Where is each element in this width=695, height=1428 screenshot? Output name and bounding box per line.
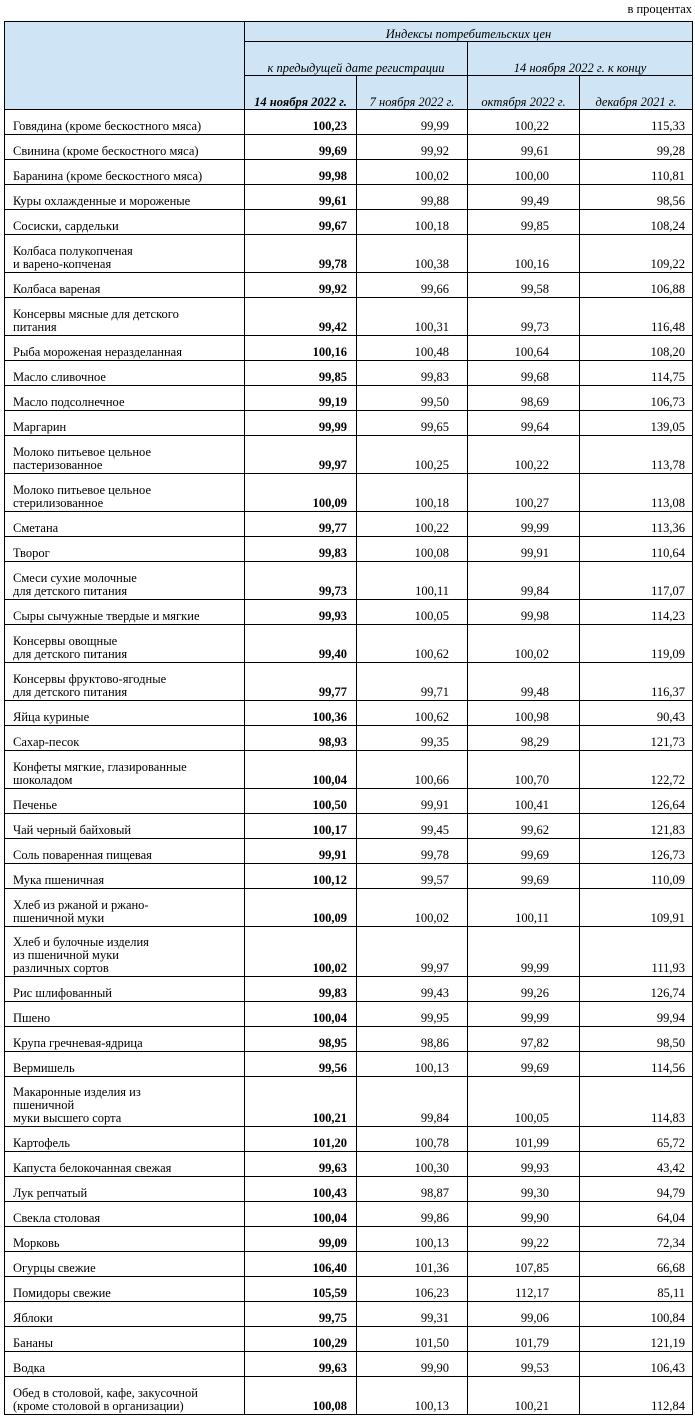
value-october: 99,69 [468, 839, 580, 864]
value-december: 106,73 [580, 386, 693, 411]
value-current: 99,77 [245, 663, 357, 701]
value-previous: 99,95 [357, 1002, 468, 1027]
table-row [5, 625, 693, 663]
product-name: Обед в столовой, кафе, закусочной (кроме столовой в организации) [5, 1377, 245, 1415]
value-current: 100,29 [245, 1327, 357, 1352]
product-name: Консервы овощные для детского питания [5, 625, 245, 663]
value-previous: 100,62 [357, 625, 468, 663]
value-current: 99,85 [245, 361, 357, 386]
table-row [5, 235, 693, 273]
value-current: 98,93 [245, 726, 357, 751]
value-previous: 99,50 [357, 386, 468, 411]
value-december: 126,73 [580, 839, 693, 864]
table-row [5, 701, 693, 726]
value-december: 115,33 [580, 110, 693, 135]
value-december: 117,07 [580, 562, 693, 600]
value-december: 114,56 [580, 1052, 693, 1077]
value-previous: 99,66 [357, 273, 468, 298]
table-row [5, 1152, 693, 1177]
cpi-table [4, 21, 693, 1415]
value-october: 99,62 [468, 814, 580, 839]
table-row [5, 889, 693, 927]
value-october: 99,69 [468, 864, 580, 889]
value-previous: 100,08 [357, 537, 468, 562]
value-current: 100,04 [245, 1202, 357, 1227]
table-row [5, 814, 693, 839]
value-december: 110,09 [580, 864, 693, 889]
value-october: 99,06 [468, 1302, 580, 1327]
value-previous: 99,65 [357, 411, 468, 436]
value-december: 64,04 [580, 1202, 693, 1227]
value-october: 99,49 [468, 185, 580, 210]
value-october: 101,99 [468, 1127, 580, 1152]
value-december: 65,72 [580, 1127, 693, 1152]
table-row [5, 336, 693, 361]
value-october: 99,58 [468, 273, 580, 298]
value-october: 100,64 [468, 336, 580, 361]
product-name: Яйца куриные [5, 701, 245, 726]
value-current: 100,02 [245, 927, 357, 977]
value-december: 114,75 [580, 361, 693, 386]
value-october: 99,30 [468, 1177, 580, 1202]
product-name: Вермишель [5, 1052, 245, 1077]
value-previous: 101,50 [357, 1327, 468, 1352]
table-row [5, 1127, 693, 1152]
product-name: Сыры сычужные твердые и мягкие [5, 600, 245, 625]
product-name: Куры охлажденные и мороженые [5, 185, 245, 210]
header-corner-cell [5, 22, 245, 110]
value-december: 106,88 [580, 273, 693, 298]
table-row [5, 386, 693, 411]
product-name: Рыба мороженая неразделанная [5, 336, 245, 361]
value-current: 99,97 [245, 436, 357, 474]
value-current: 99,09 [245, 1227, 357, 1252]
value-october: 99,22 [468, 1227, 580, 1252]
value-october: 99,91 [468, 537, 580, 562]
header-group-title: Индексы потребительских цен [245, 22, 693, 42]
value-october: 99,93 [468, 1152, 580, 1177]
product-name: Свекла столовая [5, 1202, 245, 1227]
value-current: 99,42 [245, 298, 357, 336]
product-name: Рис шлифованный [5, 977, 245, 1002]
value-current: 100,21 [245, 1077, 357, 1127]
value-december: 121,19 [580, 1327, 693, 1352]
table-row [5, 1352, 693, 1377]
table-row [5, 210, 693, 235]
product-name: Хлеб и булочные изделия из пшеничной муки различных сортов [5, 927, 245, 977]
value-december: 116,37 [580, 663, 693, 701]
product-name: Масло подсолнечное [5, 386, 245, 411]
header-col-current: 14 ноября 2022 г. [245, 76, 357, 110]
product-name: Хлеб из ржаной и ржано- пшеничной муки [5, 889, 245, 927]
value-december: 110,64 [580, 537, 693, 562]
value-previous: 100,31 [357, 298, 468, 336]
value-december: 106,43 [580, 1352, 693, 1377]
value-october: 101,79 [468, 1327, 580, 1352]
value-december: 43,42 [580, 1152, 693, 1177]
value-current: 100,17 [245, 814, 357, 839]
value-previous: 100,62 [357, 701, 468, 726]
table-row [5, 1077, 693, 1127]
value-previous: 100,13 [357, 1377, 468, 1415]
header-prev-date: к предыдущей дате регистрации [245, 42, 468, 76]
value-current: 100,04 [245, 751, 357, 789]
product-name: Крупа гречневая-ядрица [5, 1027, 245, 1052]
value-previous: 100,66 [357, 751, 468, 789]
table-row [5, 298, 693, 336]
table-row [5, 160, 693, 185]
value-december: 90,43 [580, 701, 693, 726]
value-october: 100,27 [468, 474, 580, 512]
table-row [5, 1052, 693, 1077]
product-name: Картофель [5, 1127, 245, 1152]
value-december: 126,74 [580, 977, 693, 1002]
product-name: Сметана [5, 512, 245, 537]
product-name: Яблоки [5, 1302, 245, 1327]
table-row [5, 436, 693, 474]
product-name: Масло сливочное [5, 361, 245, 386]
value-current: 99,63 [245, 1152, 357, 1177]
value-october: 99,69 [468, 1052, 580, 1077]
product-name: Маргарин [5, 411, 245, 436]
value-previous: 100,48 [357, 336, 468, 361]
product-name: Морковь [5, 1227, 245, 1252]
product-name: Мука пшеничная [5, 864, 245, 889]
value-october: 100,21 [468, 1377, 580, 1415]
value-december: 121,73 [580, 726, 693, 751]
value-previous: 99,88 [357, 185, 468, 210]
value-current: 99,83 [245, 977, 357, 1002]
value-previous: 100,78 [357, 1127, 468, 1152]
value-october: 100,00 [468, 160, 580, 185]
table-row [5, 1177, 693, 1202]
value-october: 99,85 [468, 210, 580, 235]
value-previous: 99,43 [357, 977, 468, 1002]
value-december: 99,28 [580, 135, 693, 160]
value-october: 100,05 [468, 1077, 580, 1127]
value-current: 99,19 [245, 386, 357, 411]
table-row [5, 1252, 693, 1277]
product-name: Пшено [5, 1002, 245, 1027]
value-current: 99,77 [245, 512, 357, 537]
value-previous: 100,11 [357, 562, 468, 600]
value-december: 98,56 [580, 185, 693, 210]
value-current: 100,50 [245, 789, 357, 814]
value-october: 99,99 [468, 927, 580, 977]
value-current: 100,36 [245, 701, 357, 726]
value-current: 99,63 [245, 1352, 357, 1377]
value-december: 111,93 [580, 927, 693, 977]
value-december: 126,64 [580, 789, 693, 814]
value-december: 112,84 [580, 1377, 693, 1415]
value-previous: 99,99 [357, 110, 468, 135]
product-name: Огурцы свежие [5, 1252, 245, 1277]
value-october: 99,84 [468, 562, 580, 600]
unit-note: в процентах [627, 2, 692, 16]
value-previous: 100,13 [357, 1227, 468, 1252]
value-december: 114,23 [580, 600, 693, 625]
table-row [5, 512, 693, 537]
value-october: 100,16 [468, 235, 580, 273]
value-october: 107,85 [468, 1252, 580, 1277]
value-previous: 100,02 [357, 889, 468, 927]
product-name: Помидоры свежие [5, 1277, 245, 1302]
value-december: 116,48 [580, 298, 693, 336]
value-previous: 99,86 [357, 1202, 468, 1227]
value-current: 106,40 [245, 1252, 357, 1277]
header-end-of: 14 ноября 2022 г. к концу [468, 42, 693, 76]
table-row [5, 110, 693, 135]
product-name: Баранина (кроме бескостного мяса) [5, 160, 245, 185]
product-name: Консервы мясные для детского питания [5, 298, 245, 336]
table-row [5, 977, 693, 1002]
table-row [5, 751, 693, 789]
product-name: Молоко питьевое цельное пастеризованное [5, 436, 245, 474]
value-october: 99,64 [468, 411, 580, 436]
table-row [5, 839, 693, 864]
table-row [5, 927, 693, 977]
value-december: 109,22 [580, 235, 693, 273]
value-previous: 100,22 [357, 512, 468, 537]
value-current: 99,99 [245, 411, 357, 436]
value-october: 100,41 [468, 789, 580, 814]
value-current: 100,12 [245, 864, 357, 889]
value-previous: 99,31 [357, 1302, 468, 1327]
table-row [5, 789, 693, 814]
product-name: Чай черный байховый [5, 814, 245, 839]
value-october: 100,70 [468, 751, 580, 789]
table-row [5, 537, 693, 562]
table-row [5, 273, 693, 298]
value-previous: 98,86 [357, 1027, 468, 1052]
value-october: 99,73 [468, 298, 580, 336]
value-current: 99,92 [245, 273, 357, 298]
value-previous: 100,25 [357, 436, 468, 474]
value-october: 99,99 [468, 1002, 580, 1027]
value-previous: 99,78 [357, 839, 468, 864]
product-name: Колбаса полукопченая и варено-копченая [5, 235, 245, 273]
value-december: 121,83 [580, 814, 693, 839]
table-row [5, 1227, 693, 1252]
value-previous: 100,18 [357, 210, 468, 235]
table-row [5, 1327, 693, 1352]
value-previous: 99,84 [357, 1077, 468, 1127]
value-current: 99,67 [245, 210, 357, 235]
header-col-previous: 7 ноября 2022 г. [357, 76, 468, 110]
table-row [5, 1302, 693, 1327]
value-december: 113,08 [580, 474, 693, 512]
value-previous: 99,57 [357, 864, 468, 889]
product-name: Конфеты мягкие, глазированные шоколадом [5, 751, 245, 789]
value-october: 100,02 [468, 625, 580, 663]
product-name: Творог [5, 537, 245, 562]
value-current: 99,78 [245, 235, 357, 273]
product-name: Сосиски, сардельки [5, 210, 245, 235]
product-name: Соль поваренная пищевая [5, 839, 245, 864]
value-december: 99,94 [580, 1002, 693, 1027]
table-row [5, 1027, 693, 1052]
value-previous: 100,38 [357, 235, 468, 273]
value-december: 94,79 [580, 1177, 693, 1202]
table-header [5, 22, 693, 110]
value-october: 99,90 [468, 1202, 580, 1227]
value-previous: 106,23 [357, 1277, 468, 1302]
value-current: 99,98 [245, 160, 357, 185]
header-col-october: октября 2022 г. [468, 76, 580, 110]
value-previous: 99,45 [357, 814, 468, 839]
table-row [5, 600, 693, 625]
table-row [5, 361, 693, 386]
table-row [5, 864, 693, 889]
table-body [5, 110, 693, 1415]
value-october: 99,26 [468, 977, 580, 1002]
value-previous: 99,35 [357, 726, 468, 751]
value-previous: 101,36 [357, 1252, 468, 1277]
value-december: 139,05 [580, 411, 693, 436]
product-name: Сахар-песок [5, 726, 245, 751]
value-previous: 100,05 [357, 600, 468, 625]
value-current: 99,93 [245, 600, 357, 625]
value-current: 99,83 [245, 537, 357, 562]
table-row [5, 1202, 693, 1227]
product-name: Макаронные изделия из пшеничной муки высшего сорта [5, 1077, 245, 1127]
value-october: 97,82 [468, 1027, 580, 1052]
value-current: 100,16 [245, 336, 357, 361]
value-current: 100,08 [245, 1377, 357, 1415]
value-previous: 98,87 [357, 1177, 468, 1202]
value-current: 98,95 [245, 1027, 357, 1052]
product-name: Молоко питьевое цельное стерилизованное [5, 474, 245, 512]
product-name: Печенье [5, 789, 245, 814]
value-december: 100,84 [580, 1302, 693, 1327]
value-october: 98,29 [468, 726, 580, 751]
value-october: 100,22 [468, 110, 580, 135]
value-october: 99,48 [468, 663, 580, 701]
value-october: 99,61 [468, 135, 580, 160]
value-current: 100,43 [245, 1177, 357, 1202]
value-october: 112,17 [468, 1277, 580, 1302]
value-previous: 99,83 [357, 361, 468, 386]
value-december: 110,81 [580, 160, 693, 185]
value-previous: 99,91 [357, 789, 468, 814]
value-current: 99,40 [245, 625, 357, 663]
product-name: Смеси сухие молочные для детского питания [5, 562, 245, 600]
table-row [5, 1277, 693, 1302]
product-name: Лук репчатый [5, 1177, 245, 1202]
value-october: 99,99 [468, 512, 580, 537]
value-previous: 99,71 [357, 663, 468, 701]
value-october: 99,98 [468, 600, 580, 625]
product-name: Капуста белокочанная свежая [5, 1152, 245, 1177]
value-previous: 100,18 [357, 474, 468, 512]
value-current: 99,56 [245, 1052, 357, 1077]
value-december: 66,68 [580, 1252, 693, 1277]
value-current: 99,73 [245, 562, 357, 600]
value-december: 98,50 [580, 1027, 693, 1052]
product-name: Свинина (кроме бескостного мяса) [5, 135, 245, 160]
value-october: 100,11 [468, 889, 580, 927]
table-row [5, 474, 693, 512]
value-current: 105,59 [245, 1277, 357, 1302]
value-current: 99,61 [245, 185, 357, 210]
value-previous: 99,92 [357, 135, 468, 160]
value-current: 100,04 [245, 1002, 357, 1027]
value-current: 100,09 [245, 474, 357, 512]
value-current: 101,20 [245, 1127, 357, 1152]
value-december: 72,34 [580, 1227, 693, 1252]
value-october: 99,53 [468, 1352, 580, 1377]
value-previous: 99,90 [357, 1352, 468, 1377]
value-october: 100,98 [468, 701, 580, 726]
product-name: Консервы фруктово-ягодные для детского питания [5, 663, 245, 701]
value-previous: 100,30 [357, 1152, 468, 1177]
value-previous: 99,97 [357, 927, 468, 977]
value-december: 108,24 [580, 210, 693, 235]
value-december: 108,20 [580, 336, 693, 361]
value-december: 119,09 [580, 625, 693, 663]
value-current: 99,91 [245, 839, 357, 864]
table-row [5, 726, 693, 751]
product-name: Водка [5, 1352, 245, 1377]
value-october: 100,22 [468, 436, 580, 474]
product-name: Колбаса вареная [5, 273, 245, 298]
table-row [5, 1002, 693, 1027]
value-previous: 100,13 [357, 1052, 468, 1077]
value-current: 99,75 [245, 1302, 357, 1327]
value-october: 98,69 [468, 386, 580, 411]
value-current: 100,23 [245, 110, 357, 135]
product-name: Говядина (кроме бескостного мяса) [5, 110, 245, 135]
value-previous: 100,02 [357, 160, 468, 185]
table-row [5, 562, 693, 600]
value-current: 100,09 [245, 889, 357, 927]
value-december: 114,83 [580, 1077, 693, 1127]
table-row [5, 663, 693, 701]
table-row [5, 185, 693, 210]
product-name: Бананы [5, 1327, 245, 1352]
header-col-december: декабря 2021 г. [580, 76, 693, 110]
table-row [5, 135, 693, 160]
value-current: 99,69 [245, 135, 357, 160]
table-row [5, 411, 693, 436]
value-december: 109,91 [580, 889, 693, 927]
table-row [5, 1377, 693, 1415]
value-december: 113,36 [580, 512, 693, 537]
value-october: 99,68 [468, 361, 580, 386]
value-december: 85,11 [580, 1277, 693, 1302]
value-december: 122,72 [580, 751, 693, 789]
value-december: 113,78 [580, 436, 693, 474]
